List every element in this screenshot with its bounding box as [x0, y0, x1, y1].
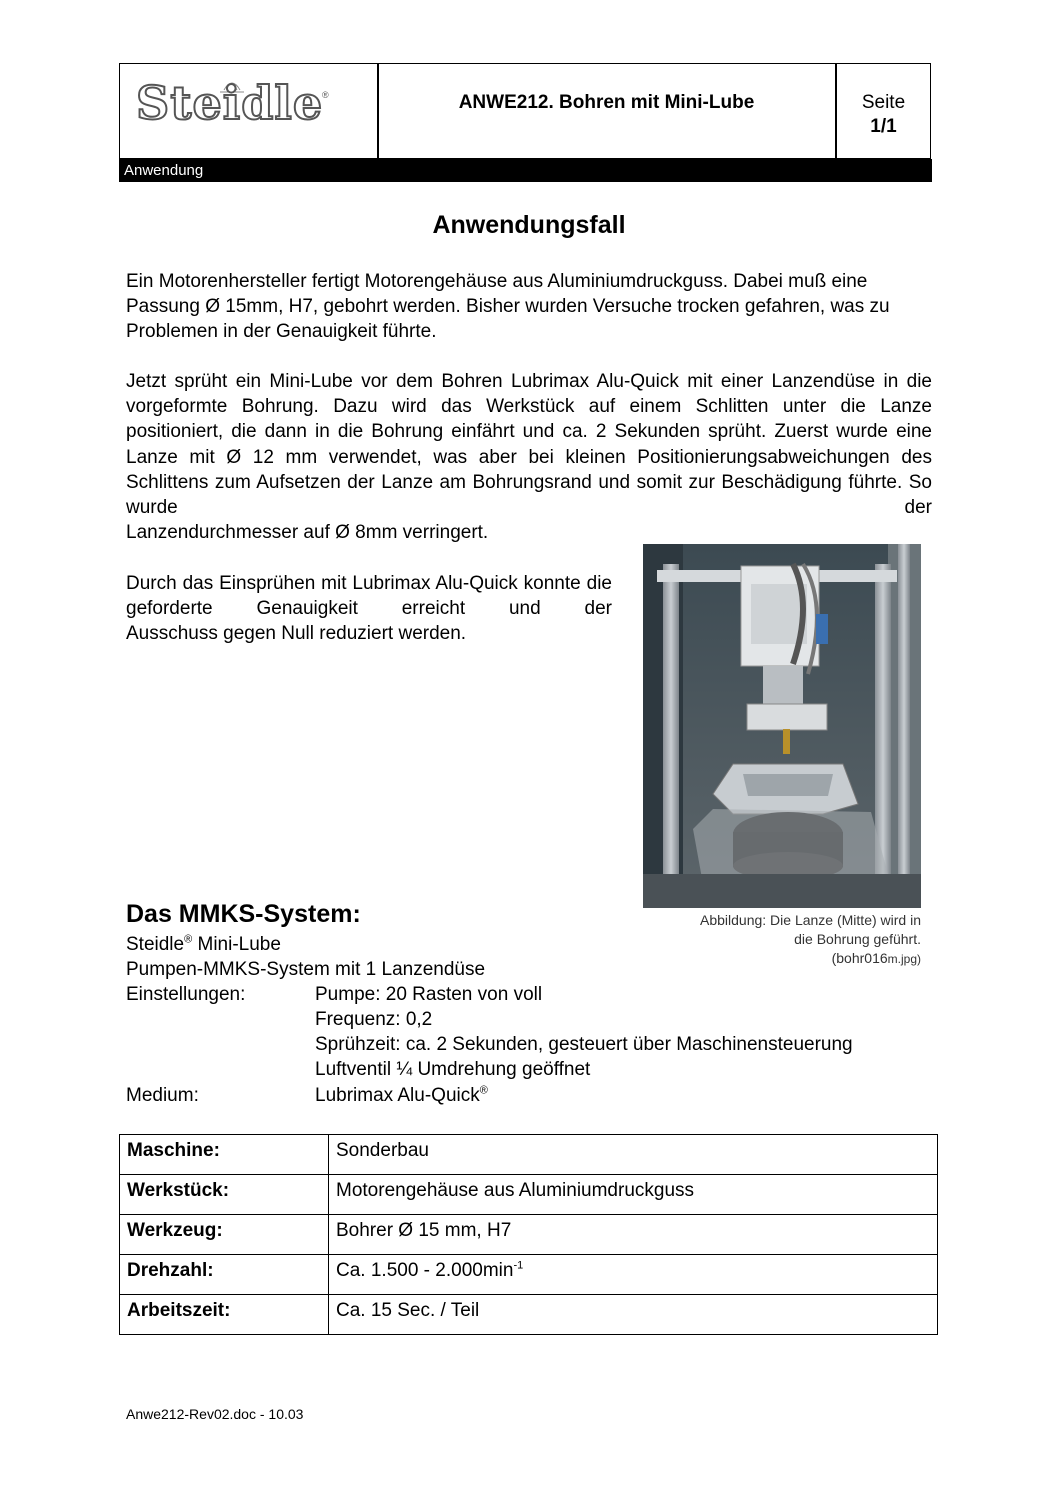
document-title: ANWE212. Bohren mit Mini-Lube — [458, 92, 755, 113]
spec-value: Ca. $1.500 - 2.000\min^{-1}$ — [329, 1255, 938, 1295]
section-heading: Anwendungsfall — [432, 211, 626, 239]
figure-caption — [640, 911, 921, 969]
paragraph-result — [126, 571, 612, 647]
page-number: 1/1 — [870, 116, 897, 137]
setting-item: Sprühzeit: ca. 2 Sekunden, gesteuert über Maschinensteuerung — [315, 1034, 853, 1055]
spec-key: Werkstück: — [120, 1175, 329, 1215]
page-indicator — [836, 91, 931, 139]
setting-item: Frequenz: 0,2 — [315, 1009, 433, 1030]
spec-value: Sonderbau — [329, 1135, 938, 1175]
spec-value: Ca. 15 Sec. / Teil — [329, 1295, 938, 1335]
pump-line: Pumpen-MMKS-System mit 1 Lanzendüse — [126, 959, 486, 980]
product-line: Steidle® Mini-Lube — [126, 933, 281, 955]
footer-doc-ref: Anwe212-Rev02.doc - 10.03 — [126, 1406, 304, 1422]
paragraph-solution-end: Lanzendurchmesser auf Ø 8mm verringert. — [126, 522, 489, 544]
settings-label: Einstellungen: — [126, 984, 246, 1005]
category-bar — [119, 159, 932, 182]
paragraph-result-body: Durch das Einsprühen mit Lubrimax Alu-Quick konnte die geforderte Genauigkeit erreicht und der — [126, 573, 612, 620]
caption-filename: (bohr016m.jpg) — [831, 950, 921, 966]
spec-value: Motorengehäuse aus Aluminiumdruckguss — [329, 1175, 938, 1215]
paragraph-intro: Ein Motorenhersteller fertigt Motorengehäuse aus Aluminiumdruckguss. Dabei muß eine Passung Ø 15mm, H7, gebohrt werden. Bisher wurden Versuche trocken gefahren, was zu Problemen in der Genauigkeit führte. — [126, 271, 890, 343]
medium-value: Lubrimax Alu-Quick® — [315, 1084, 488, 1106]
spec-table — [119, 1134, 938, 1335]
page-label: Seite — [861, 92, 906, 113]
spec-value: Bohrer Ø 15 mm, H7 — [329, 1215, 938, 1255]
table-row — [120, 1175, 938, 1215]
category-label: Anwendung — [124, 162, 204, 179]
spec-key: Arbeitszeit: — [120, 1295, 329, 1335]
table-row — [120, 1215, 938, 1255]
caption-line: die Bohrung geführt. — [794, 931, 921, 947]
spec-key: Drehzahl: — [120, 1255, 329, 1295]
paragraph-result-end: Ausschuss gegen Null reduziert werden. — [126, 623, 467, 645]
medium-label: Medium: — [126, 1085, 199, 1106]
caption-line: Abbildung: Die Lanze (Mitte) wird in — [700, 912, 921, 928]
paragraph-solution — [126, 369, 932, 545]
table-row — [120, 1255, 938, 1295]
logo-registered-mark: ® — [322, 90, 329, 100]
table-row — [120, 1295, 938, 1335]
setting-item: Luftventil ¼ Umdrehung geöffnet — [315, 1059, 591, 1080]
spec-key: Maschine: — [120, 1135, 329, 1175]
system-heading: Das MMKS-System: — [126, 900, 361, 928]
machine-photo — [643, 544, 921, 908]
table-row — [120, 1135, 938, 1175]
setting-item: Pumpe: 20 Rasten von voll — [315, 984, 543, 1005]
machine-photo-illustration — [643, 544, 921, 908]
spec-key: Werkzeug: — [120, 1215, 329, 1255]
logo-wordmark: Steidle — [136, 76, 324, 130]
paragraph-solution-body: Jetzt sprüht ein Mini-Lube vor dem Bohren Lubrimax Alu-Quick mit einer Lanzendüse in die vorgeformte Bohrung. Dazu wird das Werkstück auf einem Schlitten unter die Lanze positioniert, die dann in die Bohrung einfährt und ca. 2 Sekunden sprüht. Zuerst wurde eine Lanze mit Ø 12 mm verwendet, was aber bei kleinen Positionierungsabweichungen des Schlittens zum Aufsetzen der Lanze am Bohrungsrand und somit zur Beschädigung führte. So wurde der — [126, 371, 932, 519]
